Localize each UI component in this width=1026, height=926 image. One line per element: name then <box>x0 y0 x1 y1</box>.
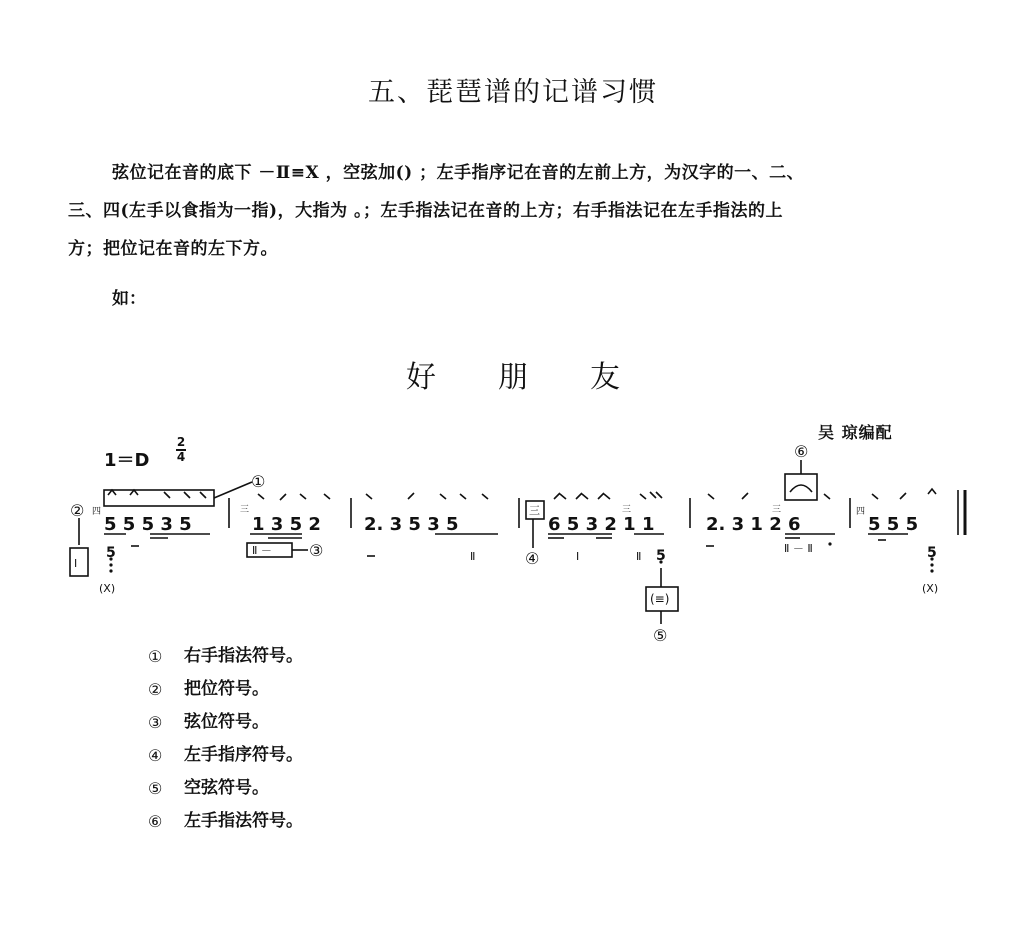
callout-2: ② <box>70 501 85 520</box>
measure-3-notes: 2. 3 5 3 5 <box>364 514 459 535</box>
open-string-x-start: (X) <box>99 582 116 595</box>
legend-label: 把位符号。 <box>184 679 269 699</box>
low-note-start: 5 <box>106 545 116 561</box>
string-mark-II: Ⅱ <box>470 550 476 563</box>
example-label: 如： <box>112 289 146 309</box>
symbol-legend <box>148 640 303 838</box>
callout-5: ⑤ <box>653 626 668 645</box>
arranger-credit: 吴 琼编配 <box>818 423 893 442</box>
low-note-middle: 5 <box>656 548 666 564</box>
finger-si-2: 四 <box>856 507 866 517</box>
string-mark-measure-5: Ⅱ － Ⅱ <box>784 542 813 555</box>
time-signature-numerator: 2 <box>176 435 186 449</box>
legend-item <box>148 739 303 772</box>
measure-4-notes: 6 5 3 2 1 1 <box>548 514 655 535</box>
string-mark-I: Ⅰ <box>576 550 580 563</box>
open-string-x-end: (X) <box>922 582 939 595</box>
callout-4: ④ <box>525 549 540 568</box>
legend-item <box>148 673 303 706</box>
callout-6: ⑥ <box>794 442 809 461</box>
legend-item <box>148 772 303 805</box>
paragraph-line-1: 弦位记在音的底下 －Ⅱ≡Ⅹ ，空弦加() ；左手指序记在音的左前上方，为汉字的一、二、 <box>112 163 805 183</box>
position-box-text: Ⅰ <box>74 557 78 570</box>
legend-mark: ⑥ <box>148 812 163 831</box>
measure-5-notes: 2. 3 1 2 6 <box>706 514 801 535</box>
callout-3: ③ <box>309 541 324 560</box>
measure-2-notes: 1 3 5 2 <box>252 514 321 535</box>
paragraph-line-2: 三、四(左手以食指为一指)，大指为 。；左手指法记在音的上方；右手指法记在左手指法的上 <box>68 201 784 221</box>
legend-mark: ⑤ <box>148 779 163 798</box>
measure-6-notes: 5 5 5 <box>868 514 919 535</box>
legend-mark: ③ <box>148 713 163 732</box>
legend-mark: ① <box>148 647 163 666</box>
legend-label: 左手指法符号。 <box>184 811 303 831</box>
callout-1: ① <box>251 472 266 491</box>
legend-item <box>148 805 303 838</box>
legend-label: 空弦符号。 <box>184 778 269 798</box>
legend-label: 左手指序符号。 <box>184 745 303 765</box>
legend-item <box>148 706 303 739</box>
paragraph-line-3: 方；把位记在音的左下方。 <box>68 239 278 259</box>
song-title: 好朋友 <box>406 360 682 395</box>
finger-san-3: 三 <box>772 505 782 515</box>
finger-box-text: 三 <box>529 504 540 517</box>
key-signature: 1＝D <box>104 450 150 471</box>
section-title: 五、琵琶谱的记谱习惯 <box>368 77 658 108</box>
finger-san-1: 三 <box>240 505 250 515</box>
legend-label: 弦位符号。 <box>184 712 269 732</box>
open-string-symbol: (≡) <box>650 592 670 606</box>
time-signature-denominator: 4 <box>176 450 186 464</box>
legend-mark: ② <box>148 680 163 699</box>
string-position-box-text: Ⅱ － <box>252 544 272 557</box>
legend-mark: ④ <box>148 746 163 765</box>
low-note-end: 5 <box>927 545 937 561</box>
legend-label: 右手指法符号。 <box>184 646 303 666</box>
finger-si-1: 四 <box>92 507 102 517</box>
string-mark-II-second: Ⅱ <box>636 550 642 563</box>
finger-san-2: 三 <box>622 505 632 515</box>
legend-item <box>148 640 303 673</box>
measure-1-notes: 5 5 5 3 5 <box>104 514 192 535</box>
